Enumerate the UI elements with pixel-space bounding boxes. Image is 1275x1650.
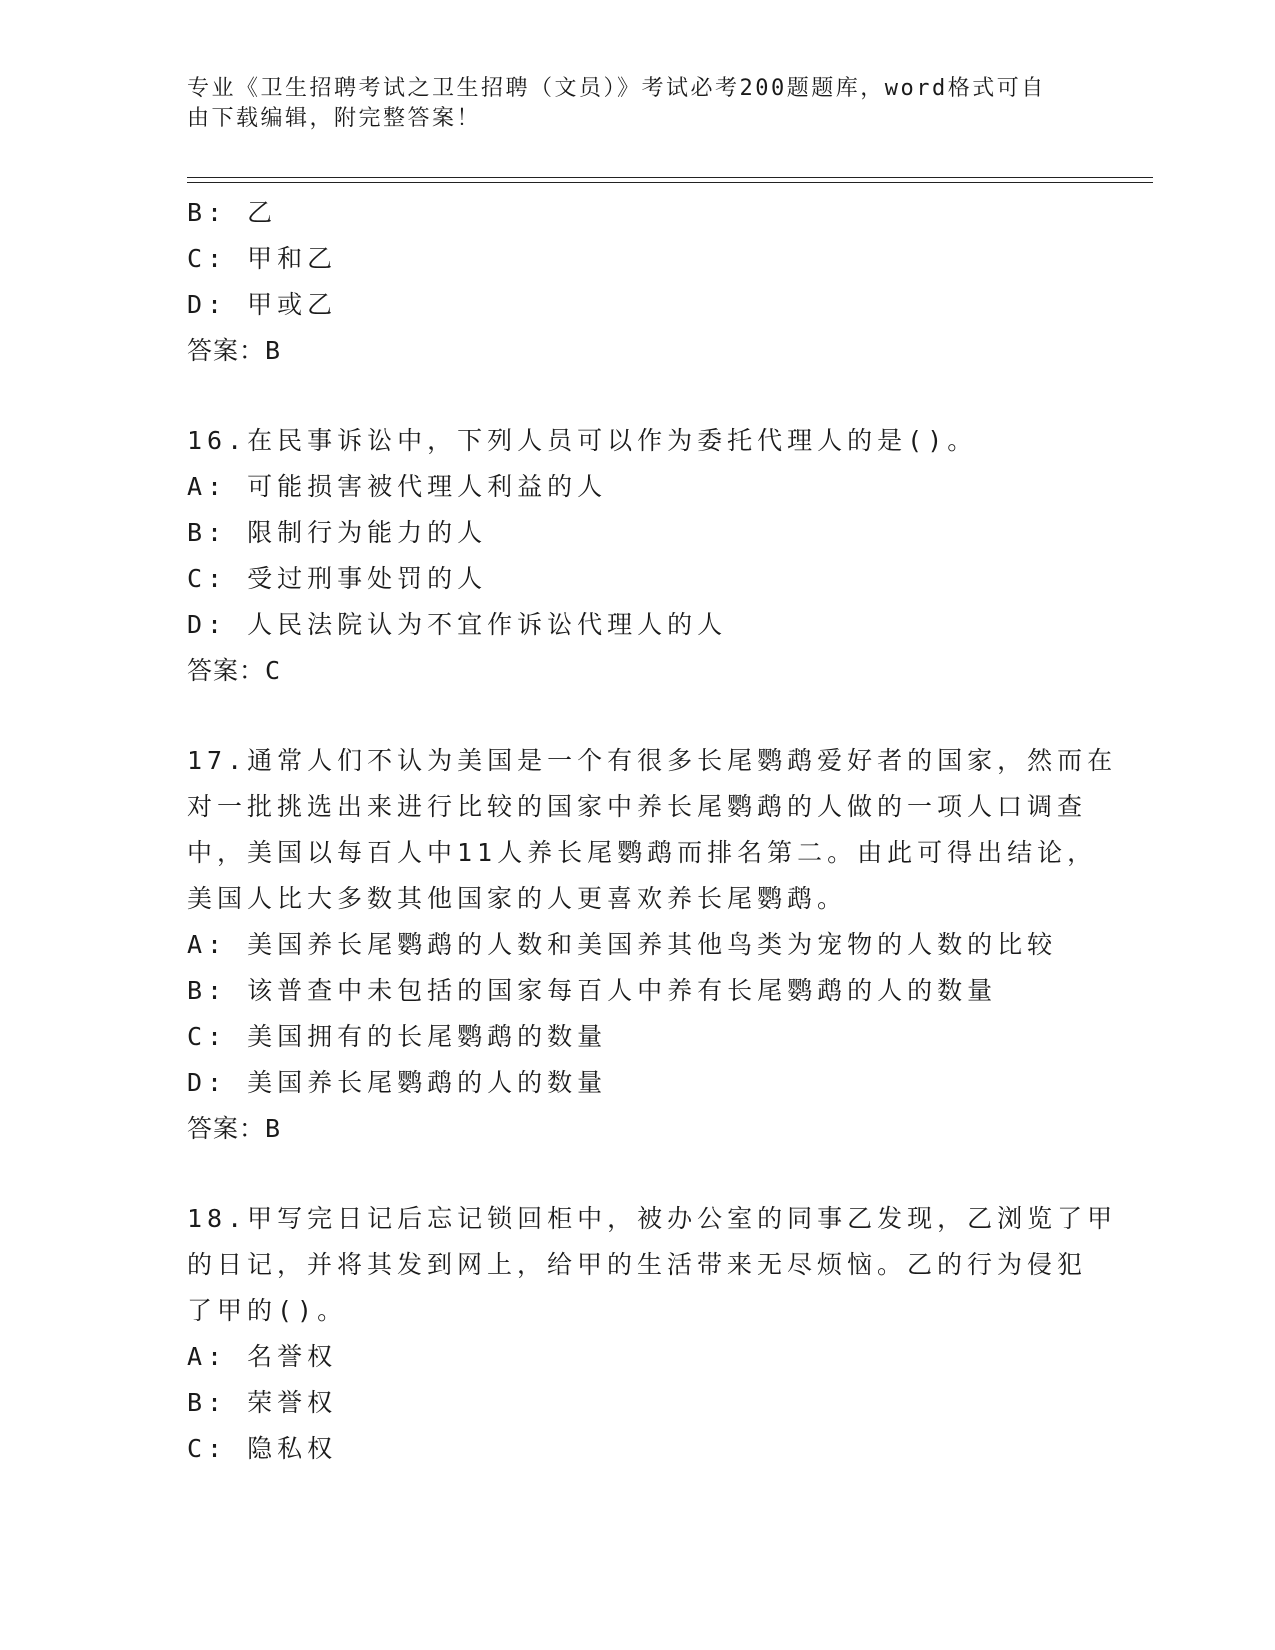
- question-18: [187, 1196, 1118, 1472]
- header-line-2: 由下载编辑，附完整答案！: [187, 106, 482, 131]
- document-header: [187, 74, 1067, 134]
- document-body: [187, 190, 1118, 1472]
- option-b: B: 荣誉权: [187, 1388, 338, 1417]
- header-rule-top: [187, 177, 1153, 178]
- question-17: [187, 738, 1118, 1152]
- option-c: C: 甲和乙: [187, 244, 338, 273]
- answer-line: 答案：B: [187, 1114, 282, 1143]
- option-a: A: 可能损害被代理人利益的人: [187, 472, 608, 501]
- option-a: A: 名誉权: [187, 1342, 338, 1371]
- question-stem: 17.通常人们不认为美国是一个有很多长尾鹦鹉爱好者的国家，然而在 对一批挑选出来进行比较的国家中养长尾鹦鹉的人做的一项人口调查 中，美国以每百人中11人养长尾鹦鹉而排名第二。由此可得出结论， 美国人比大多数其他国家的人更喜欢养长尾鹦鹉。: [187, 746, 1118, 913]
- question-16: [187, 418, 1087, 694]
- option-b: B: 限制行为能力的人: [187, 518, 488, 547]
- option-b: B: 乙: [187, 198, 278, 227]
- question-stem: 18.甲写完日记后忘记锁回柜中，被办公室的同事乙发现，乙浏览了甲 的日记，并将其发到网上，给甲的生活带来无尽烦恼。乙的行为侵犯 了甲的()。: [187, 1204, 1118, 1325]
- option-d: D: 人民法院认为不宜作诉讼代理人的人: [187, 610, 728, 639]
- header-rule-bottom: [187, 182, 1153, 183]
- header-line-1: 专业《卫生招聘考试之卫生招聘（文员）》考试必考200题题库，word格式可自: [187, 76, 1046, 101]
- option-b: B: 该普查中未包括的国家每百人中养有长尾鹦鹉的人的数量: [187, 976, 998, 1005]
- option-c: C: 受过刑事处罚的人: [187, 564, 488, 593]
- question-stem: 16.在民事诉讼中，下列人员可以作为委托代理人的是()。: [187, 426, 978, 455]
- answer-line: 答案：C: [187, 656, 282, 685]
- option-a: A: 美国养长尾鹦鹉的人数和美国养其他鸟类为宠物的人数的比较: [187, 930, 1058, 959]
- question-15-continued: [187, 190, 1087, 374]
- option-d: D: 甲或乙: [187, 290, 338, 319]
- option-d: D: 美国养长尾鹦鹉的人的数量: [187, 1068, 608, 1097]
- option-c: C: 隐私权: [187, 1434, 338, 1463]
- option-c: C: 美国拥有的长尾鹦鹉的数量: [187, 1022, 608, 1051]
- answer-line: 答案：B: [187, 336, 282, 365]
